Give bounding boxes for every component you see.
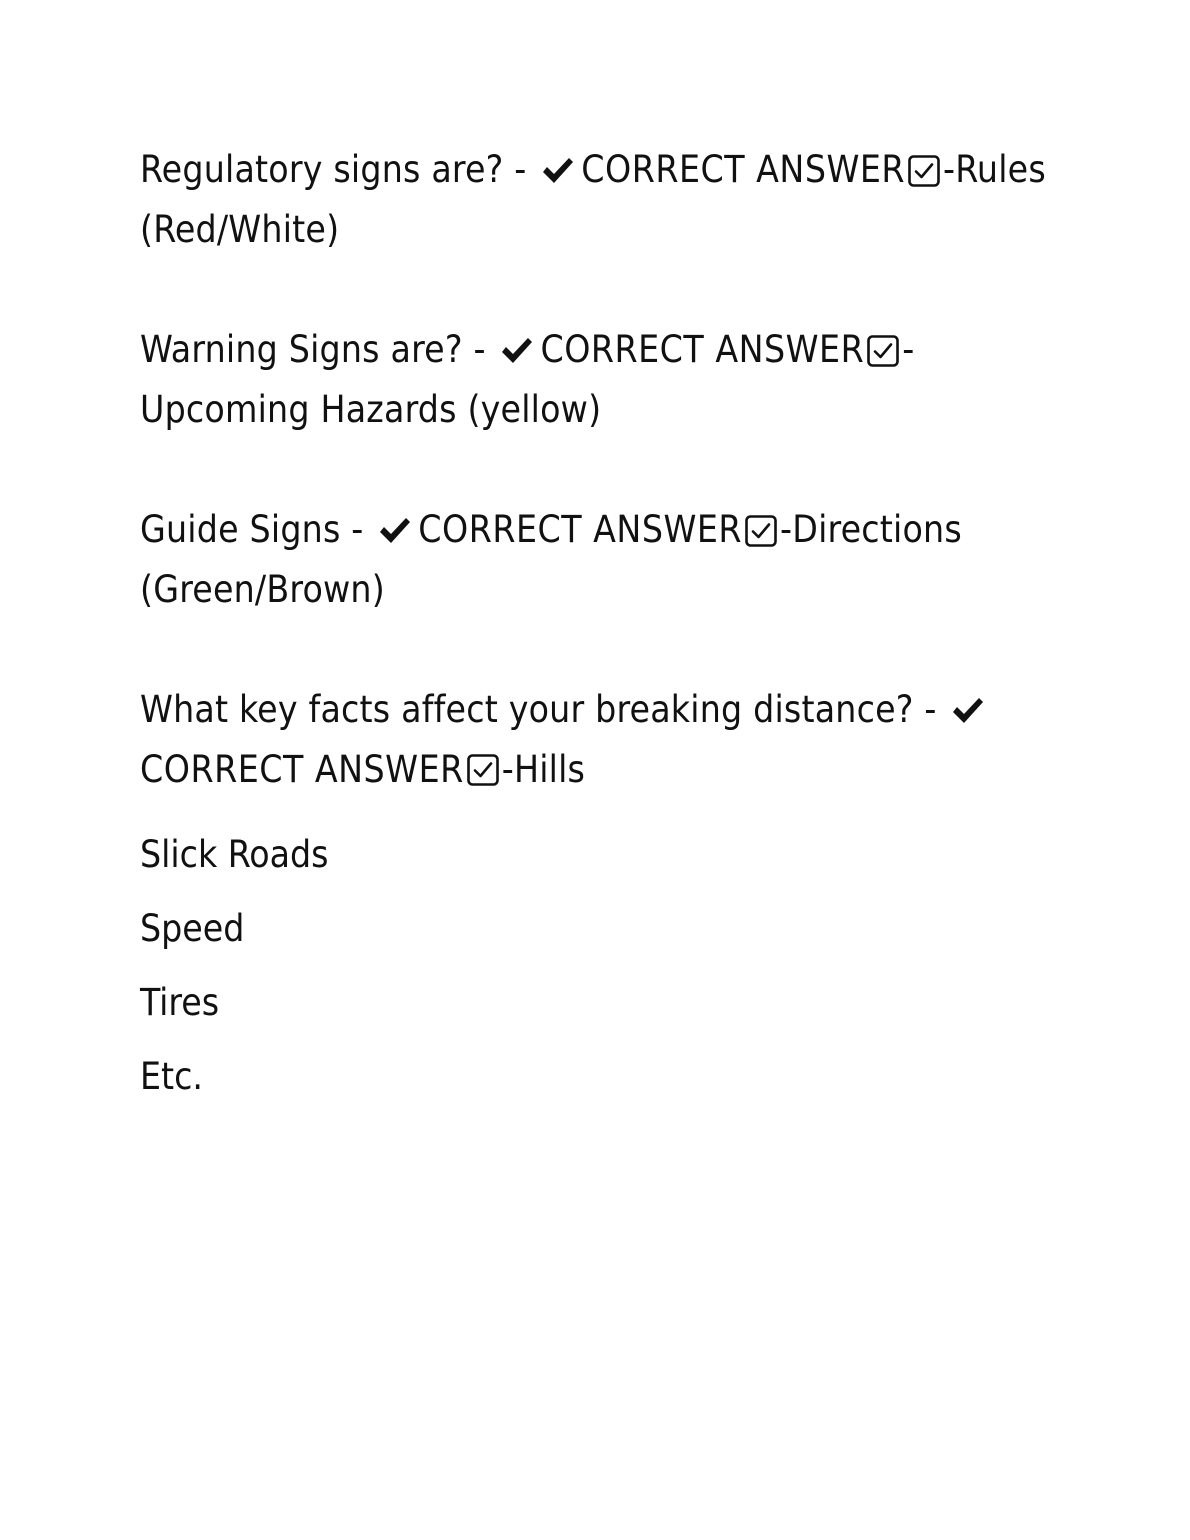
question-text-regulatory: Regulatory signs are? - <box>140 148 538 191</box>
checkbox-checked-icon <box>866 334 900 368</box>
answer-value-breaking: -Hills <box>501 747 586 791</box>
check-mark-icon <box>378 516 412 546</box>
answer-value-regulatory: -Rules (Red/White) <box>140 148 1046 251</box>
list-item: Tires <box>140 980 220 1024</box>
checkbox-checked-icon <box>744 514 778 548</box>
paragraph-warning-signs <box>140 320 1070 440</box>
paragraph-guide-signs <box>140 500 1070 620</box>
checkbox-checked-icon <box>907 154 941 188</box>
answer-value-guide: -Directions (Green/Brown) <box>140 507 962 611</box>
answer-label-guide: CORRECT ANSWER <box>418 507 743 551</box>
answer-label-breaking: CORRECT ANSWER <box>140 747 464 791</box>
answer-value-warning: -Upcoming Hazards (yellow) <box>140 327 915 431</box>
document-content <box>140 140 1070 1114</box>
list-item: Etc. <box>140 1054 203 1098</box>
question-text-breaking: What key facts affect your breaking distance? - <box>140 687 948 731</box>
paragraph-breaking-distance <box>140 680 1070 800</box>
check-mark-icon <box>500 336 534 366</box>
answer-label-warning: CORRECT ANSWER <box>540 327 865 371</box>
question-text-warning: Warning Signs are? - <box>140 327 497 371</box>
check-mark-icon <box>541 156 575 186</box>
check-mark-icon <box>951 696 985 726</box>
checkbox-checked-icon <box>466 753 500 787</box>
breaking-distance-factor-list <box>140 818 1070 1114</box>
paragraph-regulatory-signs <box>140 140 1070 260</box>
list-item: Slick Roads <box>140 832 329 876</box>
list-item: Speed <box>140 906 245 950</box>
answer-label-regulatory: CORRECT ANSWER <box>581 148 906 191</box>
question-text-guide: Guide Signs - <box>140 507 375 551</box>
